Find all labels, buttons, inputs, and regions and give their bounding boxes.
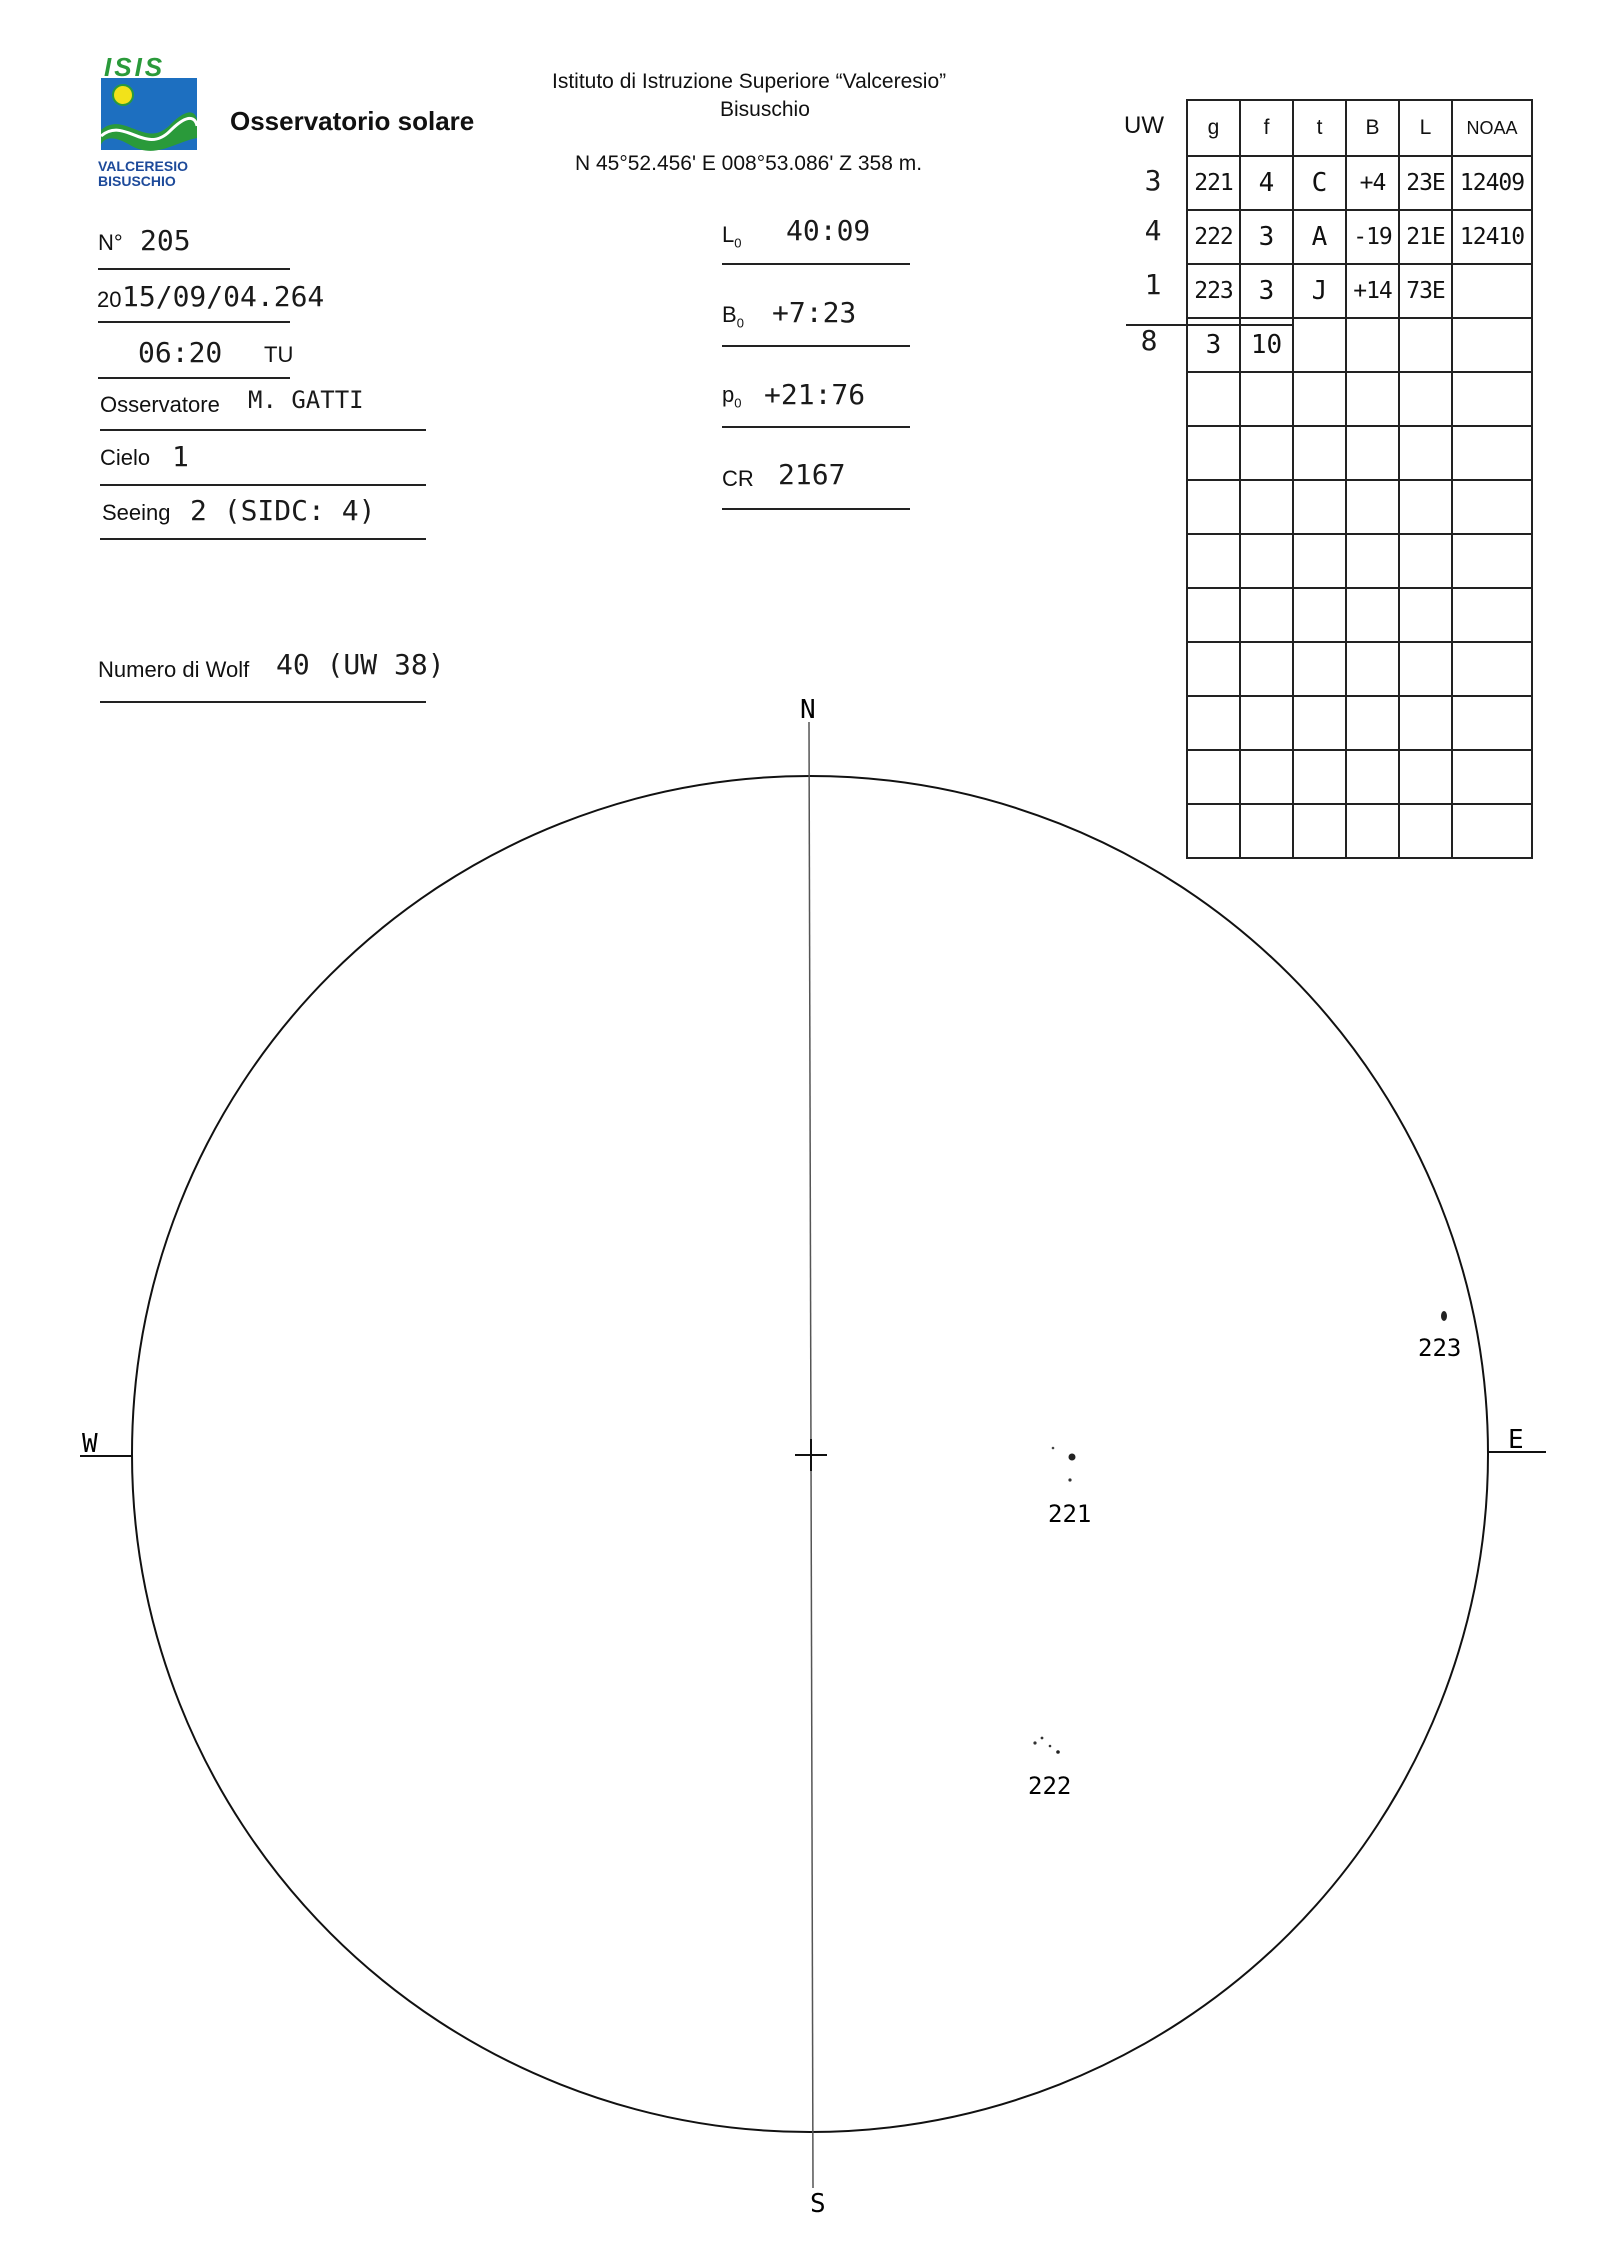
- p0-label: $p_0$: [722, 382, 742, 411]
- sky-label: Cielo: [100, 445, 151, 470]
- sunspot: [1441, 1311, 1447, 1321]
- cell-l: 21E: [1399, 210, 1452, 264]
- south-label: S: [810, 2189, 826, 2219]
- sunspot: [1049, 1745, 1052, 1748]
- observer-label: Osservatore: [100, 392, 220, 417]
- page-title: Osservatorio solare: [230, 106, 475, 136]
- sunspot: [1052, 1447, 1055, 1450]
- number-label: N°: [98, 230, 123, 255]
- cell-g: 221: [1187, 156, 1240, 210]
- sunspot: [1033, 1741, 1036, 1744]
- sky-value: 1: [172, 440, 189, 473]
- sunspot: [1068, 1478, 1071, 1481]
- header-l: L: [1399, 100, 1452, 156]
- group-label: 222: [1028, 1772, 1072, 1800]
- cell-b: +4: [1346, 156, 1399, 210]
- east-label: E: [1508, 1425, 1524, 1455]
- group-label: 223: [1418, 1334, 1462, 1362]
- sunspot: [1056, 1750, 1060, 1754]
- north-label: N: [800, 695, 816, 725]
- group-label: 221: [1048, 1500, 1092, 1528]
- date-value: 15/09/04.264: [122, 280, 325, 313]
- uw-row-3: 1: [1144, 268, 1162, 301]
- institute-name: Istituto di Istruzione Superiore “Valceresio”: [552, 70, 947, 93]
- cell-g: 222: [1187, 210, 1240, 264]
- observer-value: M. GATTI: [248, 386, 364, 414]
- cell-t: C: [1293, 156, 1346, 210]
- b0-label: $B_0$: [722, 302, 744, 331]
- sunspot-group-223: [1418, 1311, 1461, 1362]
- seeing-label: Seeing: [102, 500, 171, 525]
- time-value: 06:20: [138, 336, 223, 369]
- cell-l: 73E: [1399, 264, 1452, 318]
- b0-value: +7:23: [772, 296, 857, 329]
- sunspot: [1041, 1737, 1044, 1740]
- uw-row-1: 3: [1144, 164, 1162, 197]
- west-label: W: [82, 1429, 98, 1459]
- logo-name: ISIS: [104, 52, 166, 82]
- cell-f: 3: [1240, 264, 1293, 318]
- cell-noaa: 12409: [1452, 156, 1532, 210]
- cell-b: -19: [1346, 210, 1399, 264]
- l0-label: $L_0$: [722, 222, 742, 251]
- header-b: B: [1346, 100, 1399, 156]
- uw-row-2: 4: [1144, 214, 1162, 247]
- cell-b: +14: [1346, 264, 1399, 318]
- total-g: 3: [1187, 318, 1240, 372]
- header-g: g: [1187, 100, 1240, 156]
- cell-g: 223: [1187, 264, 1240, 318]
- header-f: f: [1240, 100, 1293, 156]
- cr-value: 2167: [778, 458, 846, 491]
- uw-total: 8: [1140, 324, 1158, 357]
- header-t: t: [1293, 100, 1346, 156]
- cell-l: 23E: [1399, 156, 1452, 210]
- sunspot-group-221: [1048, 1447, 1091, 1528]
- sunspot: [1069, 1454, 1076, 1461]
- cell-f: 3: [1240, 210, 1293, 264]
- cell-noaa: 12410: [1452, 210, 1532, 264]
- wolf-number-label: Numero di Wolf: [98, 657, 250, 682]
- p0-value: +21:76: [764, 378, 866, 411]
- cr-label: CR: [722, 466, 754, 491]
- logo-subtitle-line2: BISUSCHIO: [98, 173, 176, 189]
- wolf-number-value: 40 (UW 38): [276, 648, 445, 681]
- header-noaa: NOAA: [1452, 100, 1532, 156]
- cell-f: 4: [1240, 156, 1293, 210]
- cell-t: A: [1293, 210, 1346, 264]
- date-prefix: 20: [97, 287, 122, 312]
- logo-subtitle-line1: VALCERESIO: [98, 158, 188, 174]
- institute-town: Bisuschio: [720, 98, 810, 121]
- observatory-coordinates: N 45°52.456' E 008°53.086' Z 358 m.: [575, 152, 923, 175]
- l0-value: 40:09: [786, 214, 871, 247]
- uw-header: UW: [1124, 112, 1164, 139]
- time-unit: TU: [264, 342, 294, 367]
- seeing-value: 2 (SIDC: 4): [190, 494, 376, 527]
- number-value: 205: [140, 224, 191, 257]
- sunspot-group-222: [1028, 1737, 1071, 1800]
- total-f: 10: [1240, 318, 1293, 372]
- cell-t: J: [1293, 264, 1346, 318]
